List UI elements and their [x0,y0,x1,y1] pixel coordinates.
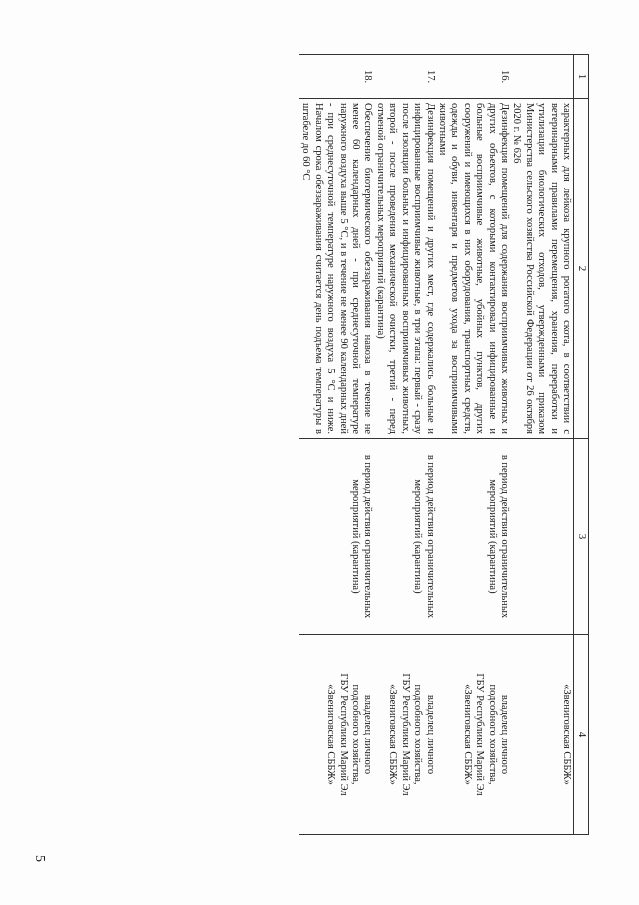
row-responsible [510,635,574,835]
table-row [299,55,373,835]
responsible-line: подсобного хозяйства, [486,684,498,785]
responsible-line: «Звениговская СББЖ» [561,684,572,785]
header-col-1: 1 [574,55,589,99]
page-number: 5 [32,855,47,862]
row-description: Дезинфекция помещений для содержания восприимчивых животных и других объектов, с которыми контактировали инфицированные и больные восприимчивые животные, убойных пунктов, других сооружений и имеющихся в них оборудования, транспортных средств, одежды и обуви, инвентаря и предметов ухода за восприимчивыми животными [436,99,510,439]
row-term [510,439,574,635]
row-number: 17. [374,55,436,99]
responsible-line: ГБУ Республики Марий Эл [337,673,349,796]
responsible-line: подсобного хозяйства, [350,684,362,785]
responsible-line: «Звениговская СББЖ» [387,684,399,785]
table-row [436,55,510,835]
row-responsible [299,635,373,835]
row-number: 16. [436,55,510,99]
row-number: 18. [299,55,373,99]
responsible-line: владелец личного [424,694,436,775]
row-description: характерных для лейкоза крупного рогатого скота, в соответствии с ветеринарными правилами перемещения, хранения, переработки и утилизации биологических отходов, утвержденными приказом Министерства сельского хозяйства Российской Федерации от 26 октября 2020 г. № 626 [510,99,574,439]
row-term: в период действия ограничительных мероприятий (карантина) [299,439,373,635]
row-responsible [374,635,436,835]
responsible-line: «Звениговская СББЖ» [325,684,337,785]
row-description: Обеспечение биотермического обеззараживания навоза в течение не менее 60 календарных дней - при среднесуточной температуре наружного воздуха выше 5 °С, и в течение не менее 90 календарных дней - при среднесуточной температуре наружного воздуха 5 °С и ниже. Началом срока обеззараживания считается день подъема температуры в штабеле до 60 °С [299,99,373,439]
responsible-line: ГБУ Республики Марий Эл [474,673,486,796]
header-col-2: 2 [574,99,589,439]
table-row [374,55,436,835]
row-term: в период действия ограничительных мероприятий (карантина) [374,439,436,635]
header-col-4: 4 [574,635,589,835]
header-col-3: 3 [574,439,589,635]
row-responsible [436,635,510,835]
row-number [510,55,574,99]
row-term: в период действия ограничительных мероприятий (карантина) [436,439,510,635]
responsible-line: владелец личного [362,694,374,775]
responsible-line: ГБУ Республики Марий Эл [399,673,411,796]
table-row [510,55,574,835]
row-description: Дезинфекция помещений и других мест, где содержались больные и инфицированные восприимчивые животные, в три этапа: первый - сразу после изоляции больных и инфицированных восприимчивых животных, второй - после проведения механической очистки, третий - перед отменой ограничительных мероприятий (карантина) [374,99,436,439]
responsible-line: владелец личного [498,694,510,775]
responsible-line: «Звениговская СББЖ» [461,684,473,785]
table-header-row [574,55,589,835]
responsible-line: подсобного хозяйства, [412,684,424,785]
measures-table [299,54,589,835]
